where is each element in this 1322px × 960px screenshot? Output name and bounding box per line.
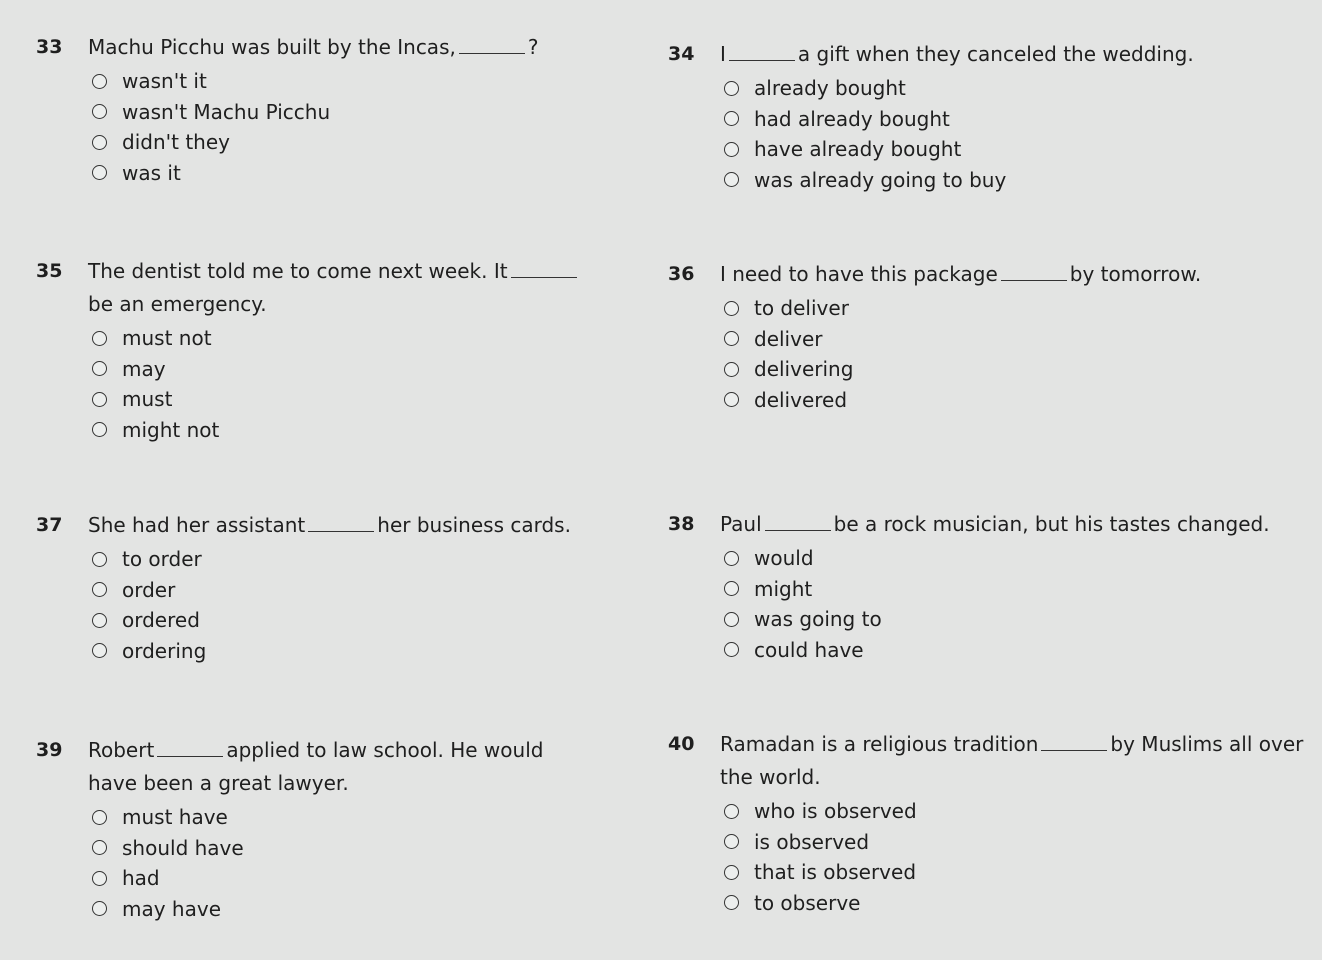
option-label: must not [122, 326, 212, 351]
question-33 [36, 31, 539, 188]
question-37 [36, 509, 571, 666]
option-label: must [122, 387, 173, 412]
question-stem [36, 255, 580, 321]
option-35-c[interactable] [92, 384, 580, 415]
option-38-a[interactable] [724, 543, 1270, 574]
option-39-b[interactable] [92, 833, 543, 864]
option-label: must have [122, 805, 228, 830]
question-stem [668, 728, 1304, 794]
stem-text-before: Machu Picchu was built by the Incas, [88, 35, 456, 59]
option-label: is observed [754, 829, 870, 854]
radio-button-icon[interactable] [724, 804, 739, 819]
radio-button-icon[interactable] [92, 135, 107, 150]
stem-text-line2: be an emergency. [88, 292, 267, 316]
option-label: had [122, 866, 160, 891]
question-stem [36, 509, 571, 542]
option-38-c[interactable] [724, 604, 1270, 635]
option-label: delivering [754, 357, 854, 382]
radio-button-icon[interactable] [92, 74, 107, 89]
answer-blank [765, 512, 831, 531]
option-36-c[interactable] [724, 354, 1201, 385]
radio-button-icon[interactable] [92, 104, 107, 119]
stem-text-after: by tomorrow. [1069, 262, 1202, 286]
question-34 [668, 38, 1194, 195]
question-number: 40 [668, 733, 695, 755]
option-label: deliver [754, 326, 823, 351]
radio-button-icon[interactable] [92, 613, 107, 628]
option-label: wasn't Machu Picchu [122, 99, 331, 124]
radio-button-icon[interactable] [92, 643, 107, 658]
radio-button-icon[interactable] [92, 392, 107, 407]
radio-button-icon[interactable] [724, 81, 739, 96]
radio-button-icon[interactable] [92, 552, 107, 567]
answer-blank [459, 35, 525, 54]
stem-text-before: Robert [88, 738, 155, 762]
question-number: 36 [668, 263, 695, 285]
radio-button-icon[interactable] [92, 422, 107, 437]
question-35 [36, 255, 580, 445]
stem-text-after: ? [527, 35, 539, 59]
option-label: had already bought [754, 106, 950, 131]
option-35-a[interactable] [92, 323, 580, 354]
option-33-d[interactable] [92, 158, 538, 189]
radio-button-icon[interactable] [92, 331, 107, 346]
radio-button-icon[interactable] [92, 165, 107, 180]
radio-button-icon[interactable] [92, 901, 107, 916]
question-stem [668, 38, 1194, 71]
option-label: should have [122, 835, 244, 860]
option-37-d[interactable] [92, 636, 571, 667]
option-33-a[interactable] [92, 66, 538, 97]
option-39-a[interactable] [92, 802, 543, 833]
question-36 [668, 258, 1202, 415]
option-label: already bought [754, 76, 906, 101]
option-37-a[interactable] [92, 544, 571, 575]
stem-text-before: I [720, 42, 726, 66]
radio-button-icon[interactable] [92, 361, 107, 376]
answer-blank [729, 42, 795, 61]
option-38-b[interactable] [724, 574, 1270, 605]
option-label: wasn't it [122, 69, 207, 94]
radio-button-icon[interactable] [92, 871, 107, 886]
radio-button-icon[interactable] [724, 331, 739, 346]
question-number: 39 [36, 739, 63, 761]
option-33-b[interactable] [92, 97, 538, 128]
option-36-b[interactable] [724, 324, 1201, 355]
radio-button-icon[interactable] [724, 172, 739, 187]
question-stem [36, 31, 539, 64]
stem-text-before: I need to have this package [720, 262, 998, 286]
option-label: to observe [754, 890, 861, 915]
option-39-d[interactable] [92, 894, 543, 925]
option-label: to order [122, 547, 202, 572]
stem-text-after: be a rock musician, but his tastes changed. [833, 512, 1270, 536]
answer-blank [511, 259, 577, 278]
option-34-b[interactable] [724, 104, 1194, 135]
option-label: ordered [122, 608, 200, 633]
stem-text-after: applied to law school. He would [226, 738, 544, 762]
option-40-d[interactable] [724, 888, 1303, 919]
radio-button-icon[interactable] [724, 895, 739, 910]
answer-blank [1041, 732, 1107, 751]
option-40-b[interactable] [724, 827, 1303, 858]
option-label: would [754, 546, 814, 571]
question-stem [36, 734, 544, 800]
option-label: who is observed [754, 799, 917, 824]
stem-text-line2: the world. [720, 765, 821, 789]
radio-button-icon[interactable] [724, 392, 739, 407]
radio-button-icon[interactable] [724, 834, 739, 849]
option-37-b[interactable] [92, 575, 571, 606]
option-36-a[interactable] [724, 293, 1201, 324]
stem-text-after: by Muslims all over [1110, 732, 1304, 756]
option-label: didn't they [122, 130, 230, 155]
answer-blank [157, 738, 223, 757]
question-number: 38 [668, 513, 695, 535]
stem-text-before: Paul [720, 512, 762, 536]
stem-text-before: She had her assistant [88, 513, 306, 537]
option-40-c[interactable] [724, 857, 1303, 888]
stem-text-after: her business cards. [377, 513, 571, 537]
option-label: ordering [122, 638, 207, 663]
question-stem [668, 258, 1202, 291]
question-40 [668, 728, 1304, 918]
radio-button-icon[interactable] [92, 810, 107, 825]
option-34-c[interactable] [724, 134, 1194, 165]
option-37-c[interactable] [92, 605, 571, 636]
stem-text-line2: have been a great lawyer. [88, 771, 349, 795]
option-35-b[interactable] [92, 354, 580, 385]
option-label: was going to [754, 607, 882, 632]
option-label: might [754, 576, 813, 601]
answer-blank [308, 513, 374, 532]
question-39 [36, 734, 544, 924]
radio-button-icon[interactable] [92, 840, 107, 855]
option-33-c[interactable] [92, 127, 538, 158]
option-35-d[interactable] [92, 415, 580, 446]
question-number: 33 [36, 36, 63, 58]
question-number: 34 [668, 43, 695, 65]
option-label: may have [122, 896, 222, 921]
option-label: that is observed [754, 860, 917, 885]
stem-text-before: The dentist told me to come next week. It [88, 259, 508, 283]
option-label: was it [122, 160, 181, 185]
option-label: may [122, 356, 166, 381]
radio-button-icon[interactable] [92, 582, 107, 597]
option-40-a[interactable] [724, 796, 1303, 827]
option-38-d[interactable] [724, 635, 1270, 666]
radio-button-icon[interactable] [724, 581, 739, 596]
stem-text-after: a gift when they canceled the wedding. [797, 42, 1194, 66]
question-number: 37 [36, 514, 63, 536]
radio-button-icon[interactable] [724, 142, 739, 157]
option-39-c[interactable] [92, 863, 543, 894]
radio-button-icon[interactable] [724, 612, 739, 627]
option-label: delivered [754, 387, 848, 412]
option-label: might not [122, 417, 220, 442]
option-label: have already bought [754, 137, 962, 162]
question-stem [668, 508, 1270, 541]
answer-blank [1001, 262, 1067, 281]
question-number: 35 [36, 260, 63, 282]
option-label: to deliver [754, 296, 849, 321]
option-36-d[interactable] [724, 385, 1201, 416]
option-label: was already going to buy [754, 167, 1007, 192]
radio-button-icon[interactable] [724, 301, 739, 316]
option-label: order [122, 577, 176, 602]
radio-button-icon[interactable] [724, 865, 739, 880]
radio-button-icon[interactable] [724, 111, 739, 126]
option-34-d[interactable] [724, 165, 1194, 196]
radio-button-icon[interactable] [724, 642, 739, 657]
option-label: could have [754, 637, 864, 662]
stem-text-before: Ramadan is a religious tradition [720, 732, 1039, 756]
question-38 [668, 508, 1270, 665]
radio-button-icon[interactable] [724, 362, 739, 377]
option-34-a[interactable] [724, 73, 1194, 104]
radio-button-icon[interactable] [724, 551, 739, 566]
